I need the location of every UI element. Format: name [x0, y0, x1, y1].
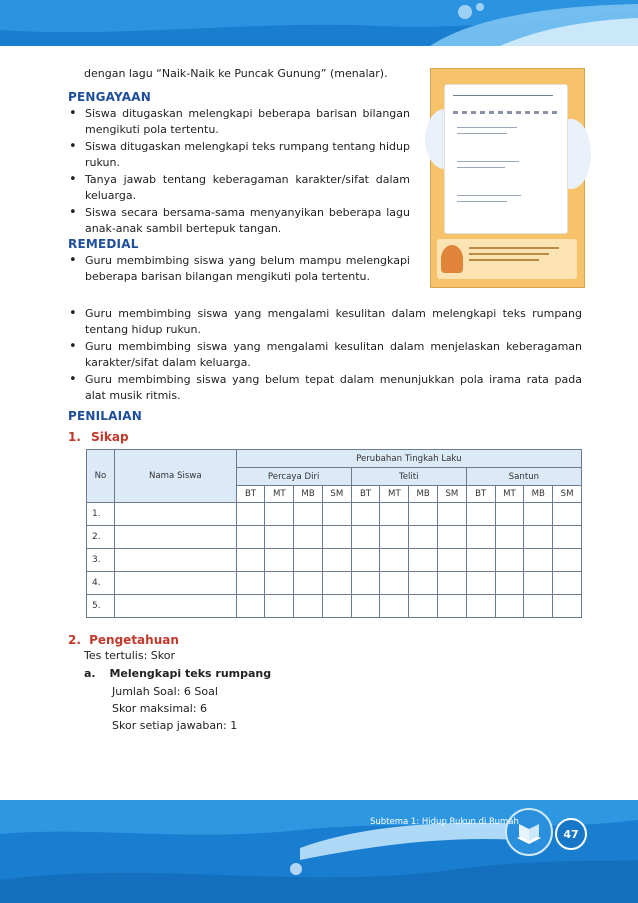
sub-a-title: Melengkapi teks rumpang	[109, 667, 272, 680]
table-row	[87, 549, 582, 572]
list-item: • Siswa ditugaskan melengkapi beberapa barisan bilangan mengikuti pola tertentu.	[68, 106, 410, 137]
worksheet-thumbnail-image	[430, 68, 585, 288]
remedial-heading: REMEDIAL	[68, 237, 139, 251]
scale-header: SM	[438, 486, 467, 503]
table-row	[87, 595, 582, 618]
sub-a-heading	[84, 666, 271, 681]
jumlah-soal: Jumlah Soal: 6 Soal	[112, 685, 218, 698]
col-nama-header: Nama Siswa	[114, 450, 236, 503]
list-item: • Guru membimbing siswa yang belum mampu melengkapi beberapa barisan bilangan mengikuti pola tertentu.	[68, 253, 410, 284]
list-item: • Siswa secara bersama-sama menyanyikan beberapa lagu anak-anak sambil bertepuk tangan.	[68, 205, 410, 236]
list-item: • Guru membimbing siswa yang mengalami kesulitan dalam melengkapi teks rumpang tentang hidup rukun.	[68, 306, 582, 337]
scale-header: MB	[524, 486, 553, 503]
pengayaan-heading: PENGAYAAN	[68, 90, 151, 104]
sikap-table	[86, 449, 582, 618]
list-item: • Guru membimbing siswa yang belum tepat dalam menunjukkan pola irama rata pada alat musik ritmis.	[68, 372, 582, 403]
group-header: Teliti	[351, 468, 466, 486]
scale-header: BT	[351, 486, 380, 503]
list-item: • Siswa ditugaskan melengkapi teks rumpang tentang hidup rukun.	[68, 139, 410, 170]
sikap-title: Sikap	[91, 430, 129, 444]
group-header: Santun	[466, 468, 581, 486]
skor-maksimal: Skor maksimal: 6	[112, 702, 208, 715]
remedial-list-bottom	[68, 306, 582, 405]
pengetahuan-title: Pengetahuan	[89, 633, 179, 647]
pengetahuan-heading	[68, 633, 179, 647]
table-row	[87, 572, 582, 595]
scale-header: SM	[553, 486, 582, 503]
sikap-number: 1.	[68, 430, 81, 444]
pengayaan-list	[68, 106, 410, 238]
penilaian-heading: PENILAIAN	[68, 409, 143, 423]
sub-a-letter: a.	[84, 667, 96, 680]
scale-header: BT	[236, 486, 265, 503]
row-number: 2.	[87, 526, 115, 549]
row-number: 3.	[87, 549, 115, 572]
list-item: • Guru membimbing siswa yang mengalami kesulitan dalam menjelaskan keberagaman karakter/sifat dalam keluarga.	[68, 339, 582, 370]
intro-line: dengan lagu “Naik-Naik ke Puncak Gunung” (menalar).	[84, 67, 388, 80]
sikap-heading	[68, 430, 129, 444]
tes-tertulis-line: Tes tertulis: Skor	[84, 649, 175, 662]
footer-subtema: Subtema 1: Hidup Rukun di Rumah	[370, 817, 519, 827]
scale-header: BT	[466, 486, 495, 503]
book-icon	[505, 808, 553, 856]
list-item: • Tanya jawab tentang keberagaman karakter/sifat dalam keluarga.	[68, 172, 410, 203]
scale-header: MT	[380, 486, 409, 503]
row-number: 5.	[87, 595, 115, 618]
scale-header: MT	[495, 486, 524, 503]
col-no-header: No	[87, 450, 115, 503]
scale-header: MB	[409, 486, 438, 503]
table-row	[87, 503, 582, 526]
table-row	[87, 526, 582, 549]
group-header: Percaya Diri	[236, 468, 351, 486]
remedial-list-top	[68, 253, 410, 286]
header-band	[0, 0, 638, 46]
row-number: 4.	[87, 572, 115, 595]
scale-header: MT	[265, 486, 294, 503]
pengetahuan-number: 2.	[68, 633, 81, 647]
group-title-header: Perubahan Tingkah Laku	[236, 450, 581, 468]
scale-header: SM	[322, 486, 351, 503]
scale-header: MB	[294, 486, 323, 503]
skor-setiap-jawaban: Skor setiap jawaban: 1	[112, 719, 238, 732]
page-number: 47	[555, 818, 587, 850]
row-number: 1.	[87, 503, 115, 526]
